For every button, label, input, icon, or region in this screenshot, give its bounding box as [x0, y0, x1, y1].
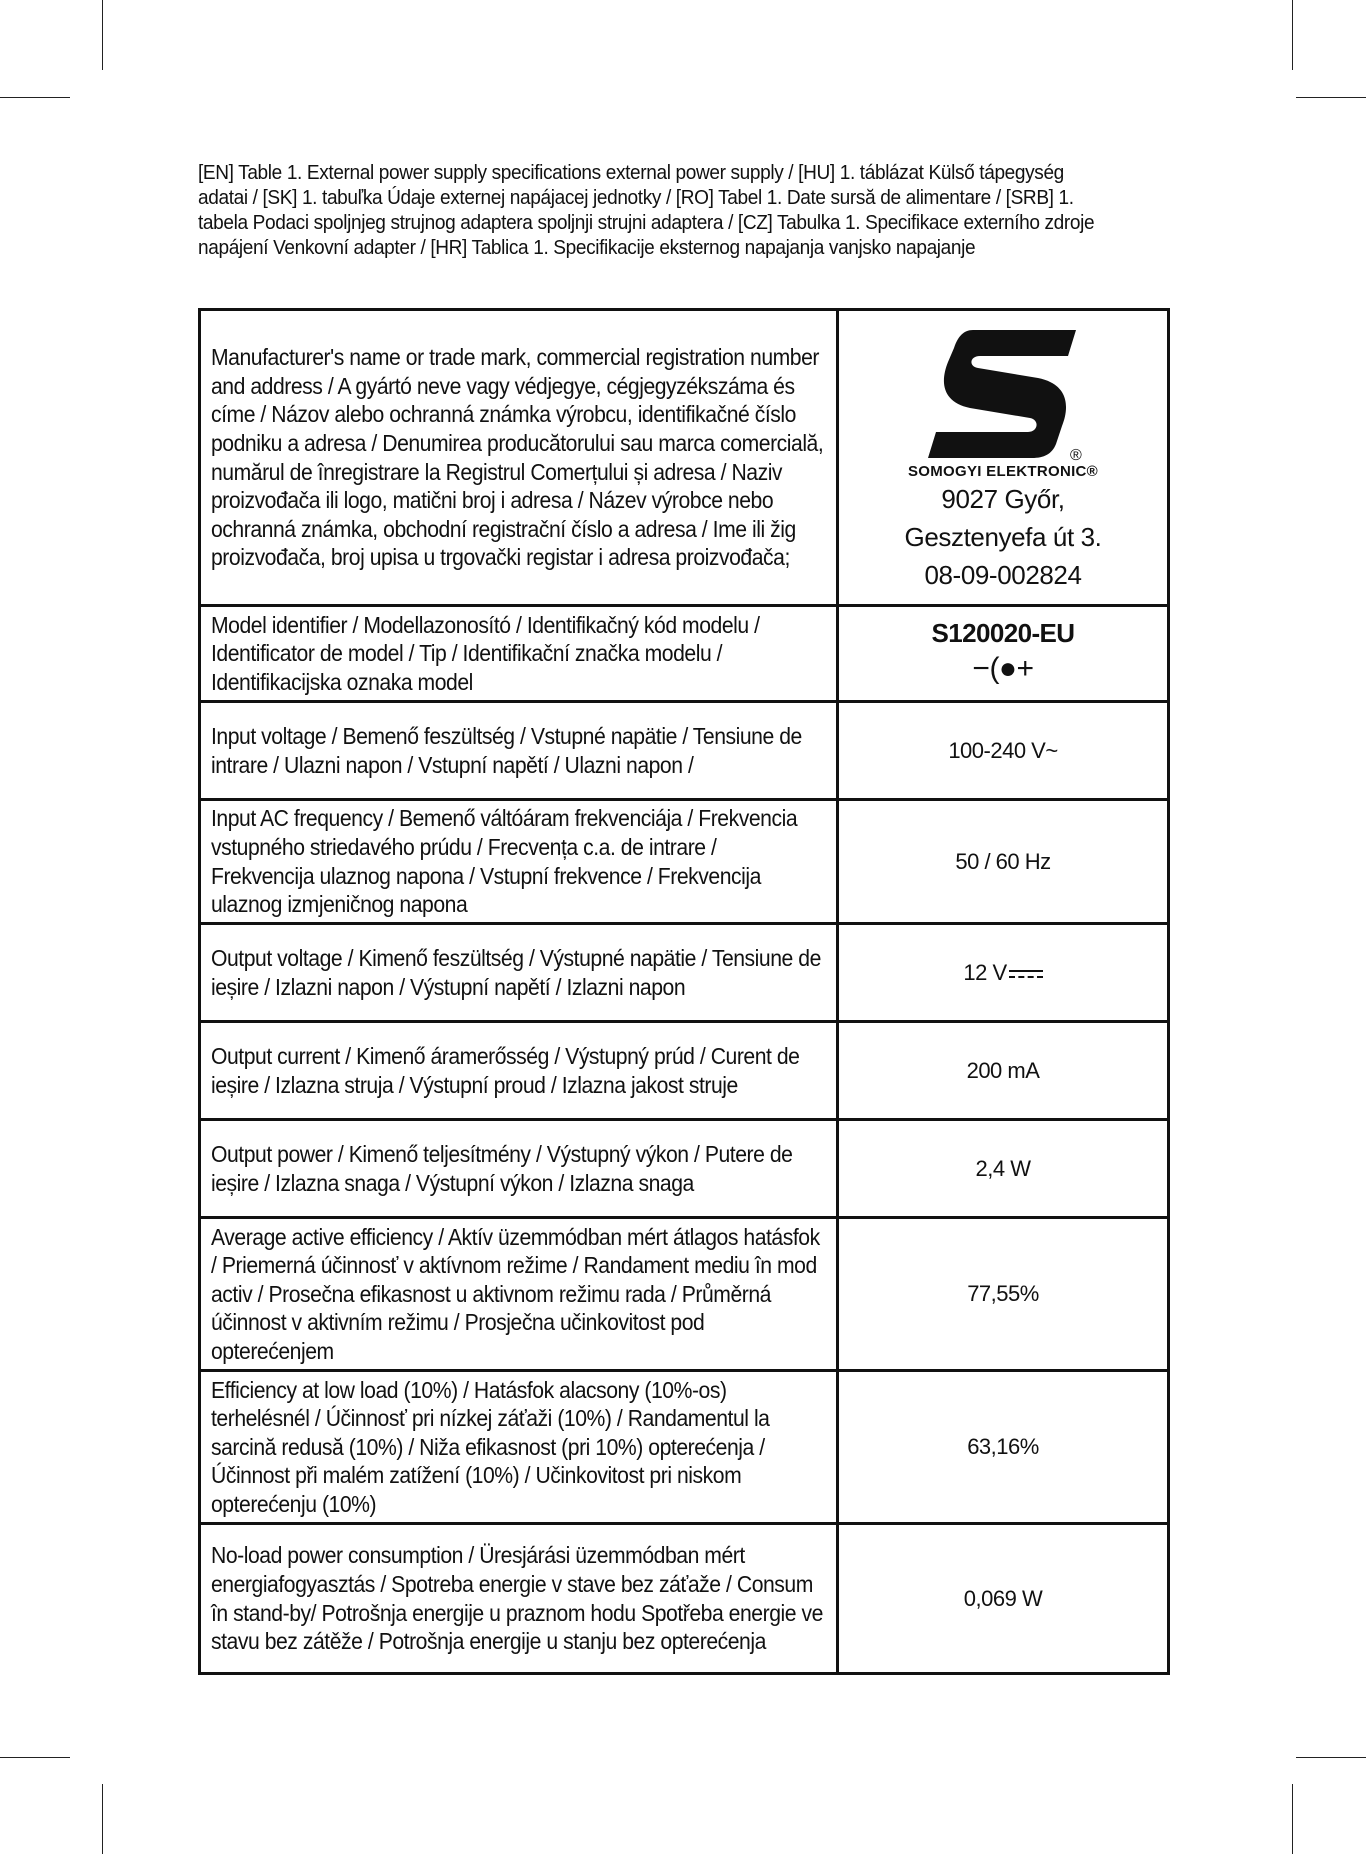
table-heading: [EN] Table 1. External power supply specifications external power supply / [HU] 1. táblázat Külső tápegység adatai / [SK] 1. tabuľka Údaje externej napájacej jednotky / [RO] Tabel 1. Date sursă de alimentare / [SRB] 1. tabela Podaci spoljnjeg strujnog adaptera spoljnji strujni adaptera / [CZ] Tabulka 1. Specifikace externího zdroje napájení Venkovní adapter / [HR] Tablica 1. Specifikacije eksternog napajanja vanjsko napajanje [198, 161, 1095, 259]
specifications-table [198, 308, 1170, 1675]
manufacturer-cell [838, 310, 1169, 606]
registered-mark: ® [1070, 446, 1082, 461]
crop-mark [102, 1784, 103, 1854]
row-label: Average active efficiency / Aktív üzemmódban mért átlagos hatásfok / Priemerná účinnosť v aktívnom režime / Randament mediu în mod activ / Prosečna efikasnost u aktivnom režimu rada / Průměrná účinnost v aktivním režimu / Prosječna učinkovitost pod opterećenjem [200, 1218, 838, 1371]
registration-number: 08-09-002824 [924, 559, 1082, 590]
row-label: No-load power consumption / Üresjárási üzemmódban mért energiafogyasztás / Spotreba energie v stave bez záťaže / Consum în stand-by/ Potrošnja energije u praznom hodu Spotřeba energie ve stavu bez zátěže / Potrošnja energije u stanju bez opterećenja [200, 1524, 838, 1674]
row-label: Output voltage / Kimenő feszültség / Výstupné napätie / Tensiune de ieșire / Izlazni napon / Výstupní napětí / Izlazni napon [200, 924, 838, 1022]
row-value: 100-240 V~ [838, 702, 1169, 800]
crop-mark [1292, 0, 1293, 70]
somogyi-logo [918, 326, 1088, 461]
table-row [200, 1120, 1169, 1218]
row-value: 50 / 60 Hz [838, 800, 1169, 924]
table-row [200, 702, 1169, 800]
row-value: 200 mA [838, 1022, 1169, 1120]
model-identifier: S120020-EU [931, 618, 1075, 648]
table-row [200, 310, 1169, 606]
row-label: Input voltage / Bemenő feszültség / Vstupné napätie / Tensiune de intrare / Ulazni napon / Vstupní napětí / Ulazni napon / [200, 702, 838, 800]
crop-mark [0, 97, 70, 98]
row-label: Efficiency at low load (10%) / Hatásfok alacsony (10%-os) terhelésnél / Účinnosť pri nízkej záťaži (10%) / Randamentul la sarcină redusă (10%) / Niža efikasnost (pri 10%) opterećenja / Účinnost při malém zatížení (10%) / Učinkovitost pri niskom opterećenju (10%) [200, 1371, 838, 1524]
row-label [200, 606, 838, 702]
table-row [200, 1524, 1169, 1674]
brand-name: SOMOGYI ELEKTRONIC® [907, 462, 1099, 480]
row-label [200, 310, 838, 606]
crop-mark [0, 1757, 70, 1758]
table-row [200, 606, 1169, 702]
output-voltage-value: 12 V [963, 959, 1007, 985]
logo-s-shape [928, 330, 1076, 458]
row-value: 77,55% [838, 1218, 1169, 1371]
model-cell [838, 606, 1169, 702]
row-label: Output power / Kimenő teljesítmény / Výstupný výkon / Putere de ieșire / Izlazna snaga / Výstupní výkon / Izlazna snaga [200, 1120, 838, 1218]
table-row [200, 1022, 1169, 1120]
table-row [200, 924, 1169, 1022]
crop-mark [1292, 1784, 1293, 1854]
address-street: Gesztenyefa út 3. [904, 521, 1102, 552]
row-value [838, 924, 1169, 1022]
row-label: Input AC frequency / Bemenő váltóáram frekvenciája / Frekvencia vstupného striedavého prúdu / Frecvența c.a. de intrare / Frekvencija ulaznog napona / Vstupní frekvence / Frekvencija ulaznog izmjeničnog napona [200, 800, 838, 924]
crop-mark [1296, 1757, 1366, 1758]
manufacturer-label: Manufacturer's name or trade mark, commercial registration number and address / A gyártó neve vagy védjegye, cégjegyzékszáma és címe / Názov alebo ochranná známka výrobcu, identifikačné číslo podniku a adresa / Denumirea producătorului sau marca comercială, numărul de înregistrare la Registrul Comerțului și adresa / Naziv proizvođača ili logo, matični broj i adresa / Název výrobce nebo ochranná známka, obchodní registrační číslo a adresa / Ime ili žig proizvođača, broj upisa u trgovački registar i adresa proizvođača; [211, 344, 824, 571]
table-row [200, 1371, 1169, 1524]
row-value: 2,4 W [838, 1120, 1169, 1218]
row-value: 0,069 W [838, 1524, 1169, 1674]
dc-symbol-icon [1009, 968, 1043, 980]
row-label: Output current / Kimenő áramerősség / Výstupný prúd / Curent de ieșire / Izlazna struja / Výstupní proud / Izlazna jakost struje [200, 1022, 838, 1120]
table-row [200, 1218, 1169, 1371]
address-city: 9027 Győr, [941, 483, 1065, 514]
row-value: 63,16% [838, 1371, 1169, 1524]
crop-mark [1296, 97, 1366, 98]
model-label: Model identifier / Modellazonosító / Identifikačný kód modelu / Identificator de model / Tip / Identifikační značka modelu / Identifikacijska oznaka model [211, 611, 760, 695]
table-row [200, 800, 1169, 924]
crop-mark [102, 0, 103, 70]
polarity-icon: −(●+ [972, 652, 1034, 685]
